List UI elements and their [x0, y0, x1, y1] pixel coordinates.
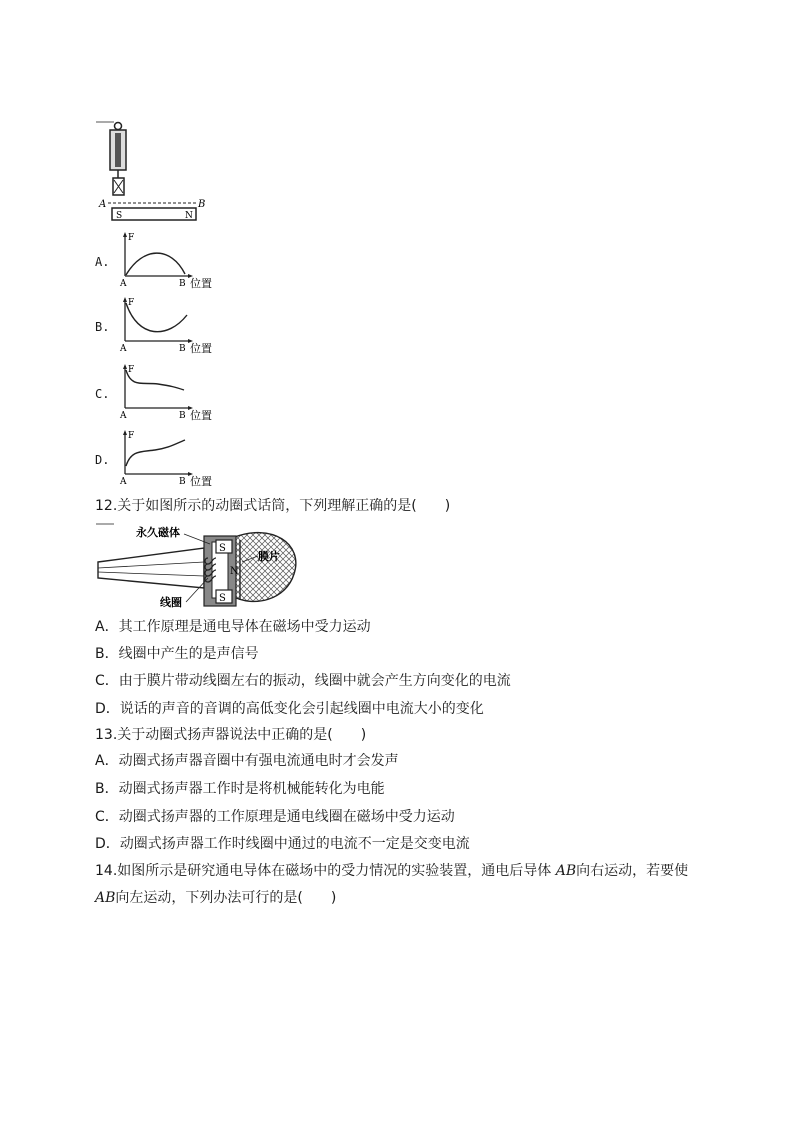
q14-ab-1: AB — [555, 863, 577, 879]
magnet-pole-n: N — [185, 211, 193, 221]
q13-option-c: C．动圈式扬声器的工作原理是通电线圈在磁场中受力运动 — [95, 809, 455, 825]
q14-stem-line1 — [95, 862, 688, 880]
q14-ab-2: AB — [95, 890, 116, 906]
option-c-label: C. — [95, 387, 110, 401]
q12-stem: 12.关于如图所示的动圈式话筒，下列理解正确的是( ) — [95, 498, 451, 514]
option-a-end: B — [179, 279, 186, 289]
option-a-curve — [126, 253, 185, 275]
option-b-y-label: F — [128, 298, 135, 308]
q12-option-b: B．线圈中产生的是声信号 — [95, 646, 259, 662]
q14-stem-line2 — [95, 889, 336, 907]
q13-option-b: B．动圈式扬声器工作时是将机械能转化为电能 — [95, 781, 385, 797]
option-c-curve — [126, 370, 184, 390]
magnet-pole-s: S — [116, 211, 123, 221]
option-c-origin: A — [120, 411, 127, 421]
option-d-y-label: F — [128, 431, 135, 441]
q12-option-d: D．说话的声音的音调的高低变化会引起线圈中电流大小的变化 — [95, 701, 484, 717]
option-d-x-label: 位置 — [190, 475, 212, 488]
option-b-label: B. — [95, 320, 110, 334]
option-c-graph — [113, 362, 218, 422]
q13-option-a: A．动圈式扬声器音圈中有强电流通电时才会发声 — [95, 753, 399, 769]
q12-option-a: A．其工作原理是通电导体在磁场中受力运动 — [95, 619, 371, 635]
option-b-end: B — [179, 344, 186, 354]
q14-stem-line2-text: 向左运动，下列办法可行的是( ) — [115, 890, 337, 906]
option-d-label: D. — [95, 453, 110, 467]
q13-option-d: D．动圈式扬声器工作时线圈中通过的电流不一定是交变电流 — [95, 836, 470, 852]
pole-s-bottom: S — [219, 593, 226, 604]
dynamic-microphone-figure — [94, 520, 304, 610]
magnet-label-a: A — [99, 199, 107, 210]
option-d-curve — [126, 440, 185, 466]
option-a-y-label: F — [128, 233, 135, 243]
option-a-label: A. — [95, 255, 110, 269]
option-d-graph — [113, 428, 218, 488]
spring-scale-magnet-figure — [94, 118, 214, 224]
magnet-label: 永久磁体 — [136, 526, 180, 539]
option-c-x-label: 位置 — [190, 409, 212, 422]
option-d-origin: A — [120, 477, 127, 487]
option-b-x-label: 位置 — [190, 342, 212, 355]
pole-s-top: S — [219, 543, 226, 554]
pole-n: N — [230, 566, 239, 577]
q12-option-c: C．由于膜片带动线圈左右的振动，线圈中就会产生方向变化的电流 — [95, 673, 511, 689]
diaphragm-label: 膜片 — [258, 550, 280, 563]
option-a-graph — [113, 230, 218, 290]
option-c-end: B — [179, 411, 186, 421]
q13-stem: 13.关于动圈式扬声器说法中正确的是( ) — [95, 727, 367, 743]
option-d-end: B — [179, 477, 186, 487]
option-a-x-label: 位置 — [190, 277, 212, 290]
magnet-label-b: B — [198, 199, 206, 210]
option-b-origin: A — [120, 344, 127, 354]
option-a-origin: A — [120, 279, 127, 289]
option-b-curve — [126, 303, 187, 332]
option-b-graph — [113, 295, 218, 355]
q14-stem-part2: 向右运动，若要使 — [576, 863, 689, 879]
q14-stem-part1: 14.如图所示是研究通电导体在磁场中的受力情况的实验装置，通电后导体 — [95, 863, 556, 879]
option-c-y-label: F — [128, 365, 135, 375]
coil-label: 线圈 — [160, 596, 182, 609]
